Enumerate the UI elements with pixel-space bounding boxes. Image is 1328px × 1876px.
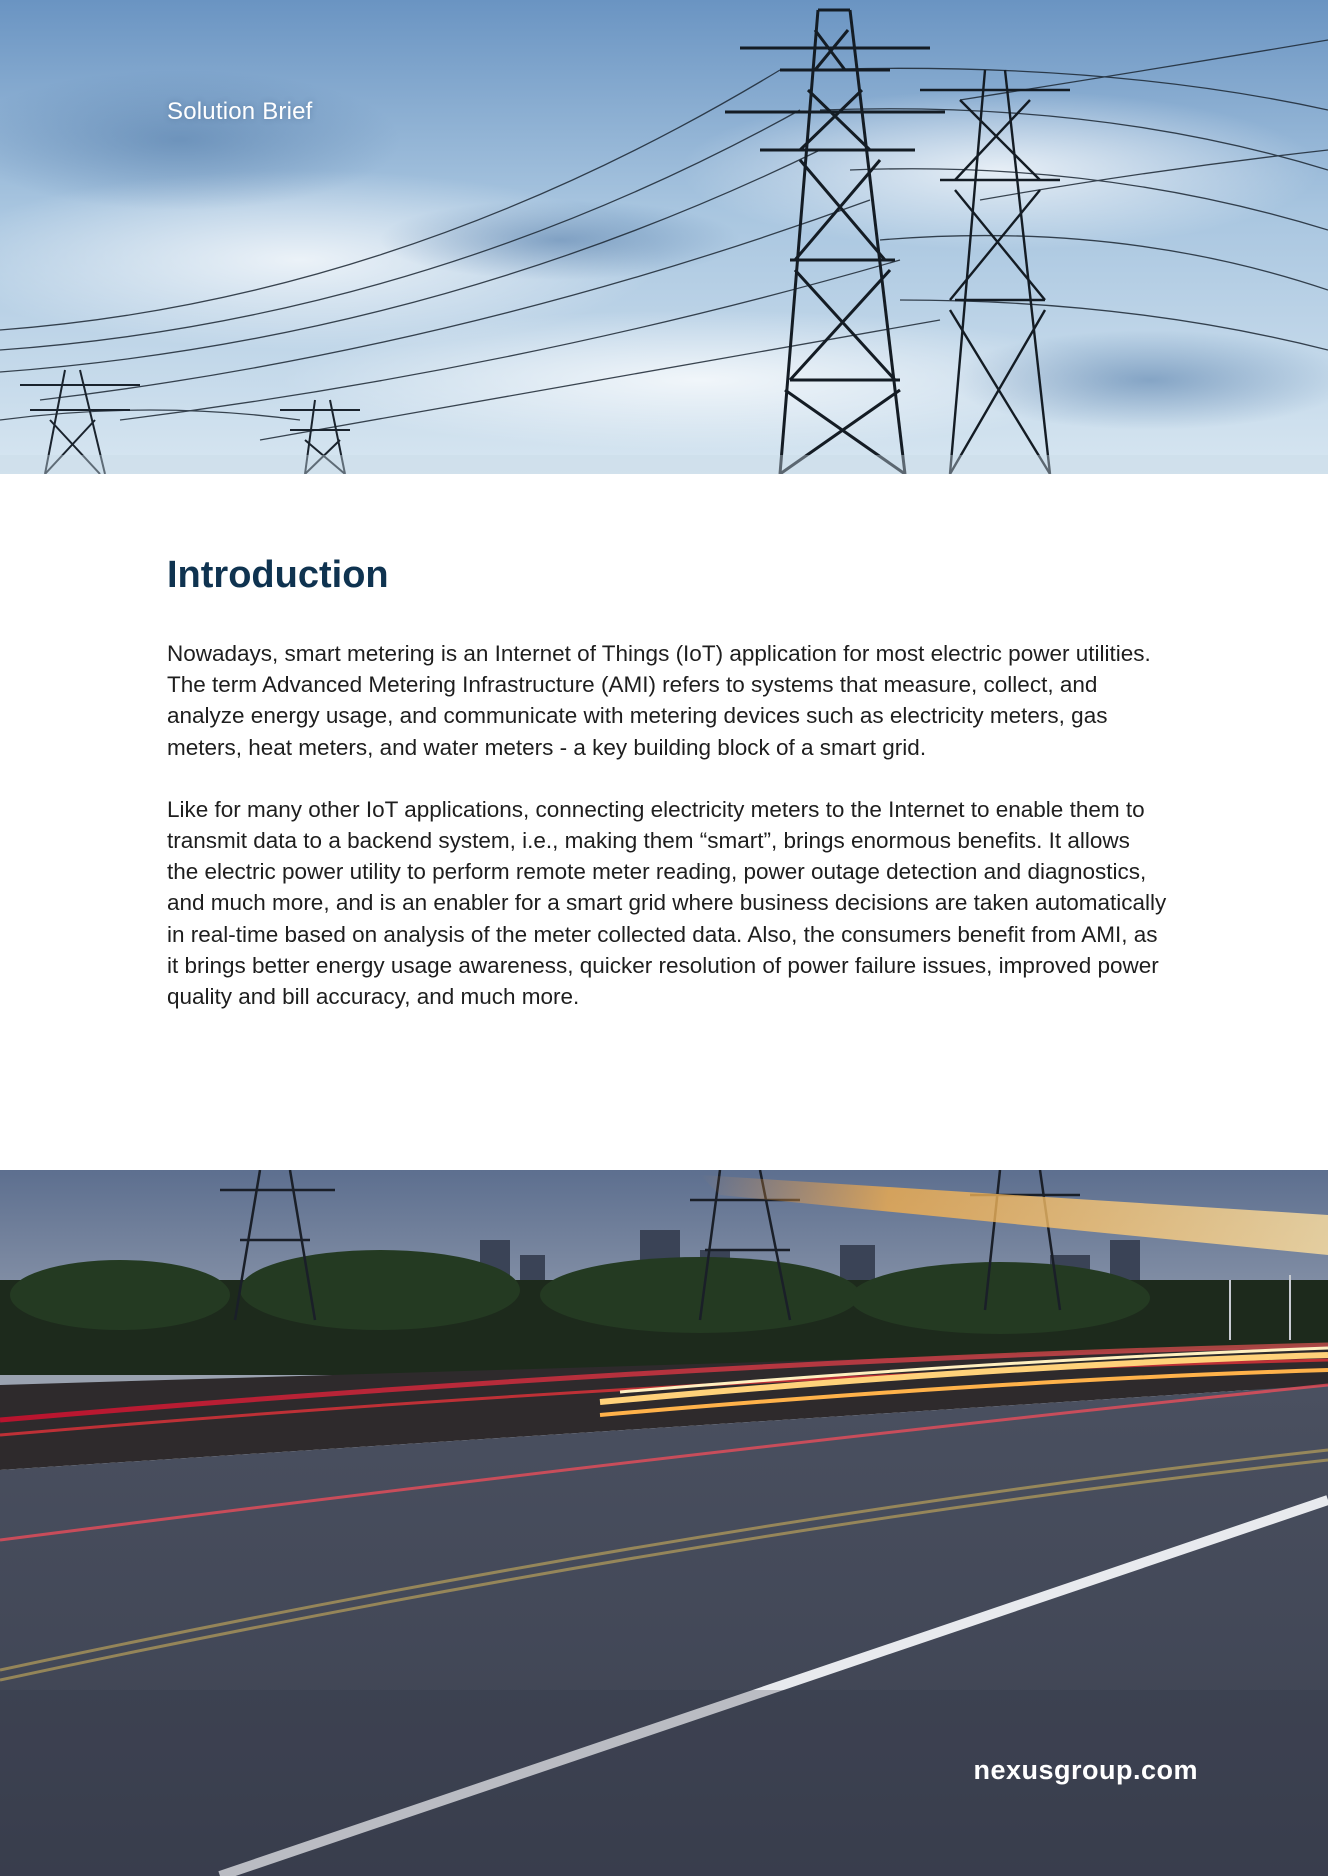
main-content: [167, 548, 1167, 1043]
document-type-label: Solution Brief: [167, 98, 313, 125]
hero-image: [0, 0, 1328, 474]
section-title: Introduction: [167, 554, 389, 596]
power-lines-photo: [0, 0, 1328, 474]
intro-paragraph-2: Like for many other IoT applications, connecting electricity meters to the Internet to enable them to transmit data to a backend system, i.e., making them “smart”, brings enormous benefits. It allows the electric power utility to perform remote meter reading, power outage detection and diagnostics, and much more, and is an enabler for a smart grid where business decisions are taken automatically in real-time based on analysis of the meter collected data. Also, the consumers benefit from AMI, as it brings better energy usage awareness, quicker resolution of power failure issues, improved power quality and bill accuracy, and much more.: [167, 796, 1167, 1010]
intro-paragraph-1: Nowadays, smart metering is an Internet of Things (IoT) application for most electric power utilities. The term Advanced Metering Infrastructure (AMI) refers to systems that measure, collect, and analyze energy usage, and communicate with metering devices such as electricity meters, gas meters, heat meters, and water meters - a key building block of a smart grid.: [167, 641, 1151, 760]
website-link[interactable]: nexusgroup.com: [973, 1755, 1198, 1785]
